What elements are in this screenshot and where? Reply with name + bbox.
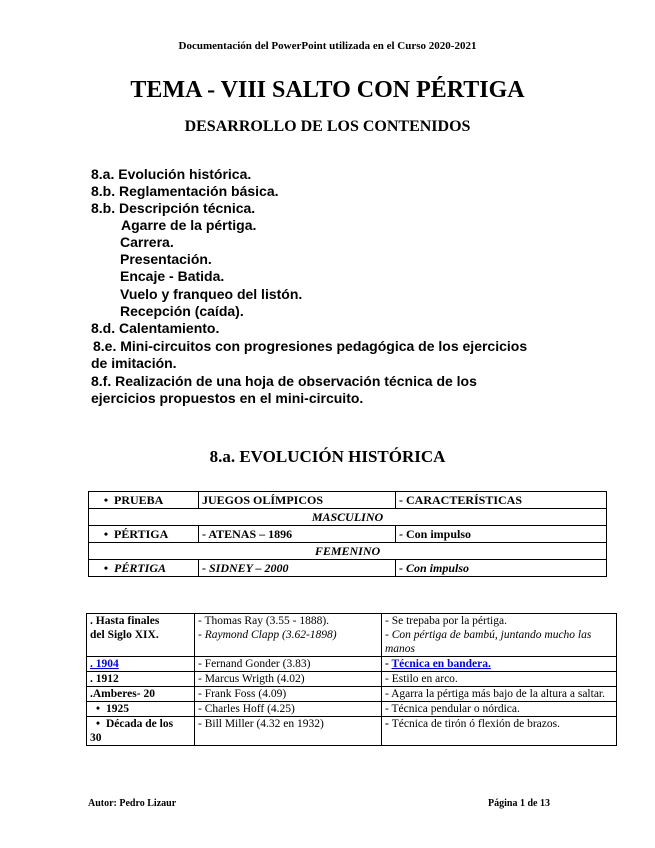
toc-subitem: Agarre de la pértiga. [121,217,257,233]
group-label-masculino: MASCULINO [89,509,607,526]
table-row [89,526,607,543]
toc-item-continued: ejercicios propuestos en el mini-circuito. [91,390,364,406]
history-table [86,613,617,746]
toc-item: 8.e. Mini-circuitos con progresiones pedagógica de los ejercicios [93,338,528,354]
table-cell: • PRUEBA [89,492,199,509]
section-heading: 8.a. EVOLUCIÓN HISTÓRICA [209,447,446,466]
toc-item: 8.d. Calentamiento. [91,320,220,336]
table-cell: - SIDNEY – 2000 [199,560,396,577]
page-title: TEMA - VIII SALTO CON PÉRTIGA [130,77,525,103]
table-cell: • 1925 [87,702,195,717]
table-cell: - Técnica de tirón ó flexión de brazos. [382,717,617,746]
table-cell: - Estilo en arco. [382,672,617,687]
flag-technique-link[interactable]: Técnica en bandera. [391,658,491,670]
toc-subitem: Vuelo y franqueo del listón. [120,286,303,302]
table-cell: - Fernand Gonder (3.83) [195,657,382,672]
table-cell: . 1912 [87,672,195,687]
year-1904-link[interactable]: . 1904 [90,658,119,670]
table-row [89,560,607,577]
table-cell: - Con impulso [396,526,607,543]
toc-subitem: Recepción (caída). [120,303,244,319]
table-row [87,687,617,702]
table-cell: - CARACTERÍSTICAS [396,492,607,509]
table-row [87,717,617,746]
table-cell: • PÉRTIGA [89,526,199,543]
toc-subitem: Presentación. [120,251,212,267]
toc-subitem: Encaje - Batida. [120,268,225,284]
table-cell: - ATENAS – 1896 [199,526,396,543]
table-row [87,614,617,657]
footer-page-number: Página 1 de 13 [488,798,550,809]
table-cell: • Década de los 30 [87,717,195,746]
table-header-row [89,492,607,509]
page-subtitle: DESARROLLO DE LOS CONTENIDOS [184,118,471,135]
table-row [87,657,617,672]
table-cell: - Técnica pendular o nórdica. [382,702,617,717]
table-cell: .Amberes- 20 [87,687,195,702]
table-row [87,672,617,687]
table-group-row [89,543,607,560]
table-cell: - Técnica en bandera. [382,657,617,672]
table-group-row [89,509,607,526]
table-cell: JUEGOS OLÍMPICOS [199,492,396,509]
table-row [87,702,617,717]
table-cell: - Bill Miller (4.32 en 1932) [195,717,382,746]
table-cell: - Marcus Wrigth (4.02) [195,672,382,687]
olympics-table [88,491,607,577]
toc-subitem: Carrera. [120,234,174,250]
toc-item: 8.f. Realización de una hoja de observación técnica de los [91,373,477,389]
group-label-femenino: FEMENINO [89,543,607,560]
toc-item: 8.b. Descripción técnica. [91,200,256,216]
table-cell: - Frank Foss (4.09) [195,687,382,702]
toc-item-continued: de imitación. [91,355,177,371]
table-cell: - Con impulso [396,560,607,577]
footer-author: Autor: Pedro Lizaur [88,798,177,809]
table-cell [87,657,195,672]
toc-item: 8.b. Reglamentación básica. [91,183,279,199]
table-cell: - Thomas Ray (3.55 - 1888). - Raymond Clapp (3.62-1898) [195,614,382,657]
table-cell: - Charles Hoff (4.25) [195,702,382,717]
table-cell: - Agarra la pértiga más bajo de la altura a saltar. [382,687,617,702]
table-cell: - Se trepaba por la pértiga. - Con pértiga de bambú, juntando mucho las manos [382,614,617,657]
toc-item: 8.a. Evolución histórica. [91,166,252,182]
table-cell: • PÉRTIGA [89,560,199,577]
page-header: Documentación del PowerPoint utilizada en el Curso 2020-2021 [178,40,477,52]
table-cell: . Hasta finales del Siglo XIX. [87,614,195,657]
